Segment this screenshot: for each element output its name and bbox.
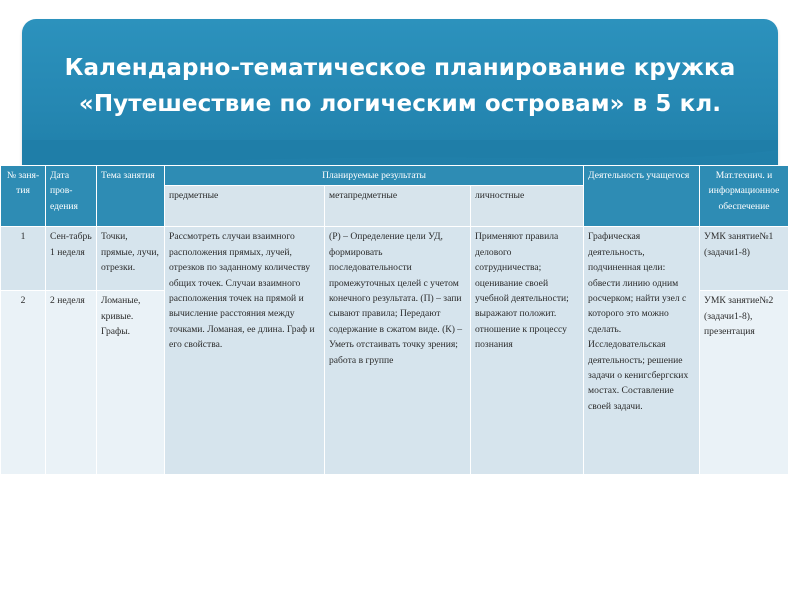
cell-materials: УМК занятие№2 (задачи1-8), презентация — [700, 291, 789, 475]
header-topic: Тема занятия — [97, 166, 165, 227]
title-line-1: Календарно-тематическое планирование кружка — [64, 55, 736, 81]
cell-num: 2 — [1, 291, 46, 475]
cell-subject: Рассмотреть случаи взаимного расположения прямых, лучей, отрезков по заданному количеству общих точек. Случаи взаимного расположения точек на прямой и вычисление расстояния между точками. Ломаная, ее длина. Граф и его свойства. — [165, 227, 325, 475]
cell-topic: Ломаные, кривые. Графы. — [97, 291, 165, 475]
cell-topic: Точки, прямые, лучи, отрезки. — [97, 227, 165, 291]
title-line-2: «Путешествие по логическим островам» в 5 кл. — [78, 91, 722, 117]
table-row — [1, 227, 789, 291]
cell-num: 1 — [1, 227, 46, 291]
header-subject: предметные — [165, 186, 325, 227]
header-activity: Деятельность учащегося — [584, 166, 700, 227]
cell-date: 2 неделя — [46, 291, 97, 475]
page-title — [22, 50, 778, 122]
plan-table-container — [0, 165, 800, 475]
cell-activity: Графическая деятельность, подчиненная цели: обвести линию одним росчерком; найти узел с которого это можно сделать. Исследовательская деятельность; решение задачи о кенигсбергских мостах. Составление своей задачи. — [584, 227, 700, 475]
cell-metasubject: (Р) – Определение цели УД, формировать последовательности промежуточных целей с учетом конечного результата. (П) – запи сывают правила; Передают содержание в сжатом виде. (К) – Уметь отстаивать точку зрения; работа в группе — [325, 227, 471, 475]
header-date: Дата пров-едения — [46, 166, 97, 227]
cell-materials: УМК занятие№1 (задачи1-8) — [700, 227, 789, 291]
header-metasubject: метапредметные — [325, 186, 471, 227]
plan-table — [0, 165, 789, 475]
header-num: № заня-тия — [1, 166, 46, 227]
cell-date: Сен-табрь 1 неделя — [46, 227, 97, 291]
header-planned-results: Планируемые результаты — [165, 166, 584, 186]
cell-personal: Применяют правила делового сотрудничества; оценивание своей учебной деятельности; выражают положит. отношение к процессу познания — [471, 227, 584, 475]
header-materials: Мат.технич. и информационное обеспечение — [700, 166, 789, 227]
header-personal: личностные — [471, 186, 584, 227]
